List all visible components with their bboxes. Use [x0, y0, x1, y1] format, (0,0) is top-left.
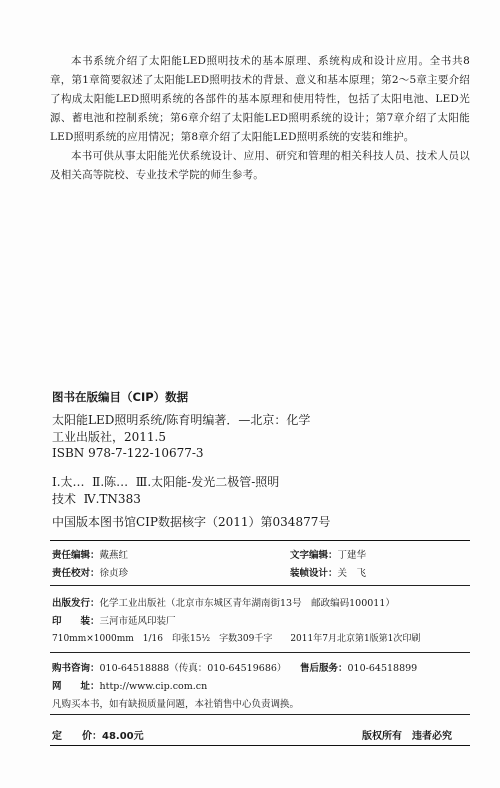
price-label: 定 价：	[52, 731, 102, 742]
cip-line-1: 太阳能LED照明系统/陈育明编著．—北京：化学	[52, 413, 311, 427]
publisher-line	[52, 595, 395, 609]
copyright-notice: 版权所有 违者必究	[362, 731, 452, 742]
cip-isbn: ISBN 978-7-122-10677-3	[52, 446, 204, 460]
website-line	[52, 678, 207, 692]
service-line	[300, 660, 417, 674]
intro-paragraph-2: 本书可供从事太阳能光伏系统设计、应用、研究和管理的相关科技人员、技术人员以及相关高等院校、专业技术学院的师生参考。	[50, 150, 470, 181]
text-editor-credit	[290, 547, 366, 561]
divider-3	[50, 652, 470, 653]
proof-label: 责任校对：	[52, 568, 100, 579]
cip-catalog-entry	[52, 412, 310, 462]
design-name: 关 飞	[337, 568, 367, 579]
design-credit	[290, 565, 366, 579]
cip-line-2: 工业出版社，2011.5	[52, 429, 166, 444]
intro-paragraph-1: 本书系统介绍了太阳能LED照明技术的基本原理、系统构成和设计应用。全书共8章，第1章简要叙述了太阳能LED照明技术的背景、意义和基本原理；第2～5章主要介绍了构成太阳能LED照明系统的各部件的基本原理和使用特性，包括了太阳电池、LED光源、蓄电池和控制系统；第6章介绍了太阳能LED照明系统的设计；第7章介绍了太阳能LED照明系统的应用情况；第8章介绍了太阳能LED照明系统的安装和维护。	[50, 55, 470, 143]
editor-credit	[52, 547, 128, 561]
price-value: 48.00元	[102, 731, 144, 742]
text-editor-name: 丁建华	[337, 550, 367, 561]
website-label: 网 址：	[52, 681, 100, 692]
editor-label: 责任编辑：	[52, 550, 100, 561]
purchase-value: 010-64518888（传真：010-64519686）	[99, 663, 287, 674]
service-value: 010-64518899	[347, 663, 418, 674]
cip-class-line-1: Ⅰ.太… Ⅱ.陈… Ⅲ.太阳能-发光二极管-照明	[52, 475, 280, 489]
printer-line	[52, 613, 176, 627]
cip-class-line-2: 技术 Ⅳ.TN383	[52, 491, 141, 506]
cip-classification	[52, 474, 279, 507]
purchase-line	[52, 660, 286, 674]
cip-verification-number: 中国版本图书馆CIP数据核字（2011）第034877号	[52, 515, 331, 529]
divider-2	[50, 585, 470, 586]
website-value: http://www.cip.com.cn	[99, 681, 208, 692]
divider-bottom	[50, 745, 470, 746]
cip-heading: 图书在版编目（CIP）数据	[52, 390, 189, 404]
divider-top	[50, 540, 470, 541]
text-editor-label: 文字编辑：	[290, 550, 338, 561]
printer-label: 印 装：	[52, 616, 100, 627]
editor-name: 戴燕红	[99, 550, 129, 561]
print-specs: 710mm×1000mm 1/16 印张15½ 字数309千字 2011年7月北京第1版第1次印刷	[52, 634, 421, 644]
publisher-label: 出版发行：	[52, 598, 100, 609]
purchase-label: 购书咨询：	[52, 663, 100, 674]
return-notice: 凡购买本书，如有缺损质量问题，本社销售中心负责调换。	[52, 699, 300, 710]
intro-text	[50, 52, 470, 185]
divider-4	[50, 714, 470, 715]
printer-value: 三河市延风印装厂	[99, 616, 176, 627]
publisher-value: 化学工业出版社（北京市东城区青年湖南街13号 邮政编码100011）	[99, 598, 395, 609]
price-line	[52, 727, 144, 742]
design-label: 装帧设计：	[290, 568, 338, 579]
service-label: 售后服务：	[300, 663, 348, 674]
proof-credit	[52, 565, 128, 579]
proof-name: 徐贞珍	[99, 568, 129, 579]
